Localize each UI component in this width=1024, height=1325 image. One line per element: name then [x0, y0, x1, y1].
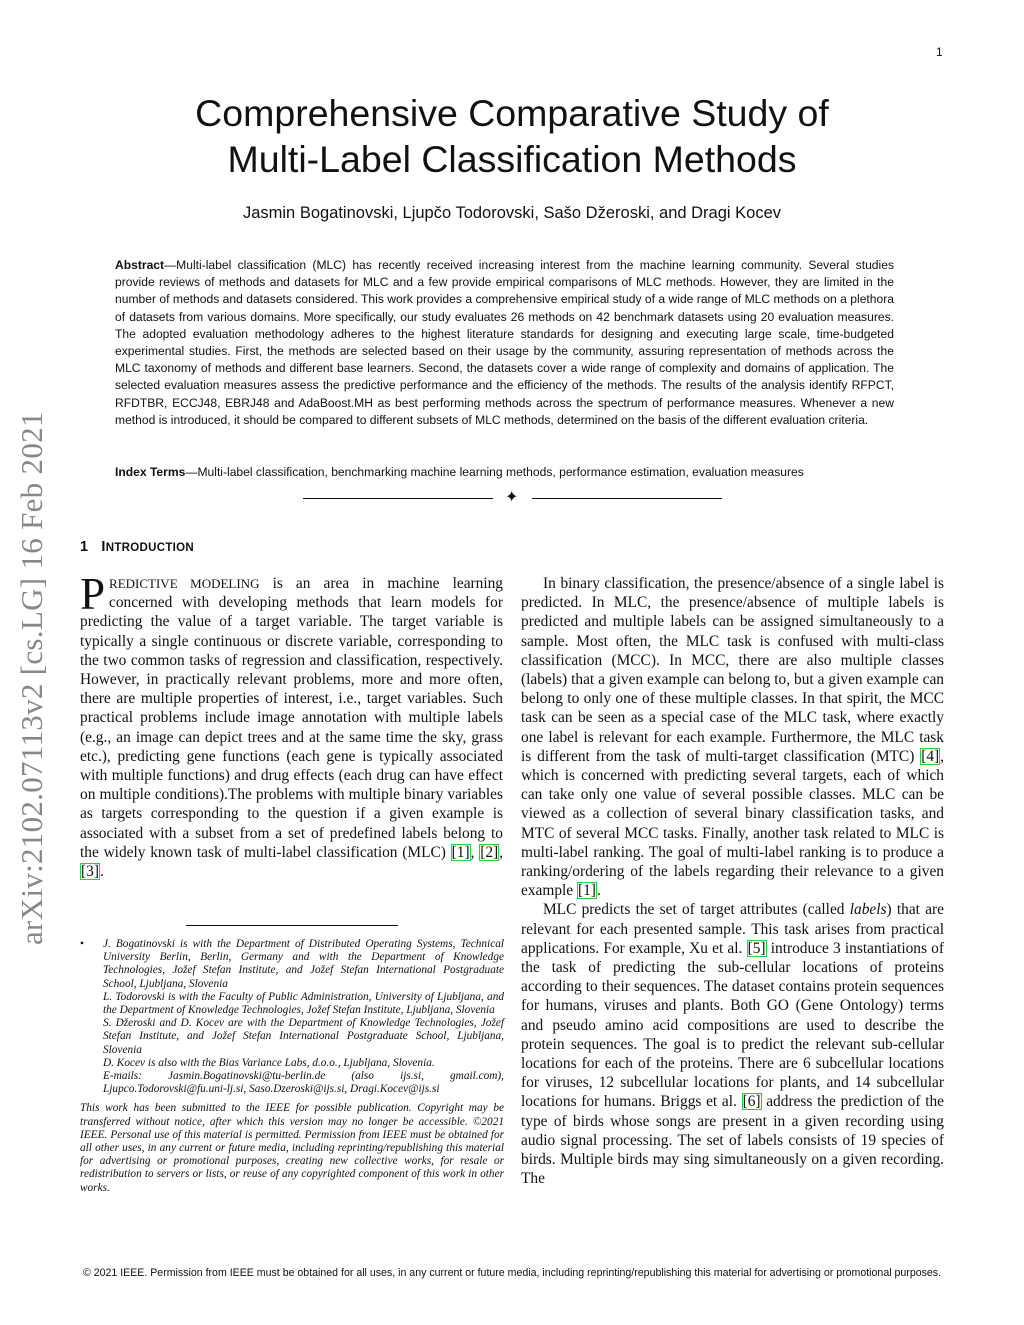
paragraph-text: ) that are relevant for each presented sample. This task arises from practical applications. For example, Xu et al.: [521, 901, 945, 957]
sentence-end: .: [99, 863, 104, 881]
paragraph-text: address the prediction of the type of birds whose songs are present in a given recording using audio signal processing. The set of labels consists of 19 species of birds. Multiple birds may sing simultaneously on a given recording. The: [521, 1093, 945, 1188]
intro-paragraph-2: [521, 574, 944, 900]
intro-paragraph-1: [80, 569, 504, 881]
arxiv-stamp: arXiv:2102.07113v2 [cs.LG] 16 Feb 2021: [14, 411, 49, 945]
copyright-footer: © 2021 IEEE. Permission from IEEE must be obtained for all uses, in any current or future media, including reprinting/republishing this material for advertising or promotional purposes.: [82, 1267, 942, 1279]
lead-in-smallcaps: REDICTIVE MODELING: [109, 576, 260, 591]
page-number: 1: [936, 45, 943, 59]
intro-paragraph-1-body: is an area in machine learning concerned with developing methods that learn models for predicting the value of a target variable. The target variable is typically a single continuous or discrete variable, corresponding to the two common tasks of regression and classification, respectively. However, in practically relevant problems, more and more often, there are multiple properties of interest, i.e., target variables. Such practical problems include image annotation with multiple labels (e.g., an image can depict trees and at the same time the sky, grass etc.), predicting gene functions (each gene is typically associated with multiple functions) and drug effects (each drug can have effect on multiple conditions).The problems with multiple binary variables as targets corresponding to the question if a given example is associated with a subset from a set of predefined labels belong to the widely known task of multi-label classification (MLC): [80, 575, 504, 861]
footnote-dzeroski-kocev: S. Džeroski and D. Kocev are with the Department of Knowledge Technologies, Jožef Stefan Institute, and Jožef Stefan International Postgraduate School, Ljubljana, Slovenia: [103, 1017, 504, 1056]
section-number: 1: [80, 539, 89, 555]
citation-separator: ,: [470, 843, 480, 861]
section-heading: [80, 539, 194, 555]
paragraph-text: MLC predicts the set of target attributes (called: [543, 901, 850, 919]
citation-link-1b[interactable]: [1]: [577, 882, 596, 900]
abstract: [115, 257, 894, 429]
citation-link-5[interactable]: [5]: [747, 939, 766, 957]
index-terms-text: —Multi-label classification, benchmarking machine learning methods, performance estimation, evaluation measures: [185, 465, 804, 479]
left-column: [80, 569, 504, 881]
section-title-rest: NTRODUCTION: [105, 542, 194, 554]
right-column: [521, 574, 944, 1189]
citation-link-3[interactable]: [3]: [81, 863, 99, 881]
separator-diamond-icon: ✦: [505, 489, 519, 506]
paper-title: [100, 90, 924, 182]
sentence-end: .: [596, 882, 601, 900]
title-line-2: Multi-Label Classification Methods: [227, 138, 797, 180]
footnotes: [80, 938, 504, 1195]
citation-link-4[interactable]: [4]: [921, 747, 940, 765]
citation-separator: ,: [499, 843, 503, 861]
citation-link-1[interactable]: [1]: [451, 843, 470, 861]
footnote-emails: E-mails: Jasmin.Bogatinovski@tu-berlin.de (also ijs.si, gmail.com), Ljupco.Todorovski@fu.uni-lj.si, Saso.Dzeroski@ijs.si, Dragi.Kocev@ijs.si: [103, 1070, 504, 1096]
intro-paragraph-3: [521, 900, 944, 1188]
abstract-text: —Multi-label classification (MLC) has recently received increasing interest from the machine learning community. Several studies provide reviews of methods and datasets for MLC and a few provide empirical comparisons of MLC methods. However, they are limited in the number of methods and datasets considered. This work provides a comprehensive empirical study of a wide range of MLC methods on a plethora of datasets from various domains. More specifically, our study evaluates 26 methods on 42 benchmark datasets using 20 evaluation measures. The adopted evaluation methodology adheres to the highest literature standards for designing and executing large scale, time-budgeted experimental studies. First, the methods are selected based on their usage by the community, assuring representation of methods across the MLC taxonomy of methods and different base learners. Second, the datasets cover a wide range of complexity and domains of application. The selected evaluation measures assess the predictive performance and the efficiency of the methods. The results of the analysis identify RFPCT, RFDTBR, ECCJ48, EBRJ48 and AdaBoost.MH as best performing methods across the spectrum of performance measures. Whenever a new method is introduced, it should be compared to different subsets of MLC methods, determined on the basis of the different evaluation criteria.: [115, 258, 894, 427]
labels-italic: labels: [849, 901, 887, 919]
footnote-rule: [186, 925, 398, 926]
author-list: Jasmin Bogatinovski, Ljupčo Todorovski, Sašo Džeroski, and Dragi Kocev: [242, 204, 782, 222]
footnote-kocev: D. Kocev is also with the Bias Variance Labs, d.o.o., Ljubljana, Slovenia.: [103, 1056, 435, 1069]
abstract-label: Abstract: [115, 258, 165, 272]
separator-rule-left: [303, 498, 493, 499]
bullet-icon: •: [80, 938, 84, 950]
title-line-1: Comprehensive Comparative Study of: [195, 92, 829, 134]
affiliation-footnote: [80, 938, 504, 1096]
drop-cap: P: [80, 569, 106, 619]
footnote-todorovski: L. Todorovski is with the Faculty of Public Administration, University of Ljubljana, and the Department of Knowledge Technologies, Jožef Stefan Institute, Ljubljana, Slovenia: [103, 990, 504, 1017]
paragraph-text: introduce 3 instantiations of the task of predicting the sub-cellular locations of proteins according to their sequences. The dataset contains protein sequences for humans, viruses and plants. Both GO (Gene Ontology) terms and pseudo amino acid compositions are used to describe the protein sequences. The goal is to predict the relevant sub-cellular locations for each of the proteins. There are 6 subcellular locations for viruses, 12 subcellular locations for plants, and 14 subcellular locations for humans. Briggs et al.: [521, 939, 944, 1111]
section-first-letter: I: [101, 539, 106, 555]
citation-link-6[interactable]: [6]: [742, 1093, 761, 1111]
index-terms: [115, 464, 905, 481]
footnote-bogatinovski: J. Bogatinovski is with the Department of Distributed Operating Systems, Technical University Berlin, Berlin, Germany and with the Department of Knowledge Technologies, Jožef Stefan Institute, and Jožef Stefan International Postgraduate School, Ljubljana, Slovenia: [103, 938, 504, 990]
paragraph-text: In binary classification, the presence/absence of a single label is predicted. In MLC, the presence/absence of multiple labels is predicted and multiple labels can be assigned simultaneously to a sample. Most often, the MLC task is confused with multi-class classification (MCC). In MCC, there are also multiple classes (labels) that a given example can belong to, but a given example can belong to only one of these multiple classes. In that spirit, the MCC task can be seen as a special case of the MLC task, where exactly one label is relevant for each example. Furthermore, the MLC task is different from the task of multi-target classification (MTC): [521, 575, 944, 765]
submission-notice: This work has been submitted to the IEEE for possible publication. Copyright may be transferred without notice, after which this version may no longer be accessible. ©2021 IEEE. Personal use of this material is permitted. Permission from IEEE must be obtained for all other uses, in any current or future media, including reprinting/republishing this material for advertising or promotional purposes, creating new collective works, for resale or redistribution to servers or lists, or reuse of any copyrighted component of this work in other works.: [80, 1102, 504, 1194]
citation-link-2[interactable]: [2]: [480, 843, 499, 861]
separator-rule-right: [532, 498, 722, 499]
index-terms-label: Index Terms: [115, 465, 186, 479]
paragraph-text: , which is concerned with predicting several targets, each of which can take only one value of several possible classes. MLC can be viewed as a collection of several binary classification tasks, and MTC of several MCC tasks. Finally, another task related to MLC is multi-label ranking. The goal of multi-label ranking is to produce a ranking/ordering of the labels regarding their relevance to a given example: [521, 747, 944, 900]
